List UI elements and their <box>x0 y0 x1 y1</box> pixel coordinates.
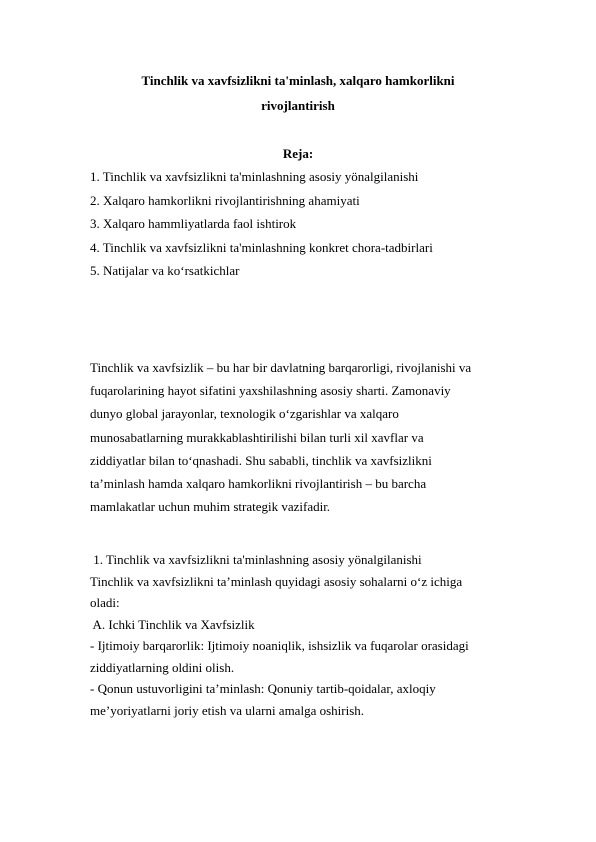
plan-item: 1. Tinchlik va xavfsizlikni ta'minlashning asosiy yönalgilanishi <box>90 169 419 184</box>
paragraph-line: - Qonun ustuvorligini ta’minlash: Qonuniy tartib-qoidalar, axloqiy <box>90 681 436 696</box>
document-title <box>88 68 508 118</box>
title-line: Tinchlik va xavfsizlikni ta'minlash, xalqaro hamkorlikni <box>141 73 455 88</box>
paragraph-line: oladi: <box>90 595 120 610</box>
section-heading: 1. Tinchlik va xavfsizlikni ta'minlashning asosiy yönalgilanishi <box>90 552 422 567</box>
paragraph-line: munosabatlarning murakkablashtirilishi bilan turli xil xavflar va <box>90 429 424 445</box>
paragraph-line: dunyo global jarayonlar, texnologik o‘zgarishlar va xalqaro <box>90 406 399 422</box>
plan-item: 2. Xalqaro hamkorlikni rivojlantirishning ahamiyati <box>90 192 360 208</box>
paragraph-line: Tinchlik va xavfsizlik – bu har bir davlatning barqarorligi, rivojlanishi va <box>90 360 472 375</box>
plan-item: 4. Tinchlik va xavfsizlikni ta'minlashning konkret chora-tadbirlari <box>90 239 433 255</box>
paragraph-line: fuqarolarining hayot sifatini yaxshilashning asosiy sharti. Zamonaviy <box>90 383 451 399</box>
paragraph-line: ziddiyatlarning oldini olish. <box>90 659 235 675</box>
paragraph-line: Tinchlik va xavfsizlikni ta’minlash quyidagi asosiy sohalarni o‘z ichiga <box>90 573 463 589</box>
paragraph-line: mamlakatlar uchun muhim strategik vazifadir. <box>90 499 331 515</box>
subsection-heading: A. Ichki Tinchlik va Xavfsizlik <box>90 616 255 632</box>
paragraph-line: me’yoriyatlarni joriy etish va ularni amalga oshirish. <box>90 702 365 718</box>
paragraph-line: ta’minlash hamda xalqaro hamkorlikni rivojlantirish – bu barcha <box>90 476 427 492</box>
plan-item: 3. Xalqaro hammliyatlarda faol ishtirok <box>90 216 297 231</box>
title-line: rivojlantirish <box>261 98 335 113</box>
paragraph-line: ziddiyatlar bilan to‘qnashadi. Shu sababli, tinchlik va xavfsizlikni <box>90 452 432 468</box>
section-1 <box>90 549 469 721</box>
plan-heading: Reja: <box>282 146 314 161</box>
paragraph-line: - Ijtimoiy barqarorlik: Ijtimoiy noaniqlik, ishsizlik va fuqarolar orasidagi <box>90 638 469 653</box>
plan-list <box>90 165 433 283</box>
plan-item: 5. Natijalar va ko‘rsatkichlar <box>90 263 240 278</box>
intro-paragraph <box>90 356 471 518</box>
